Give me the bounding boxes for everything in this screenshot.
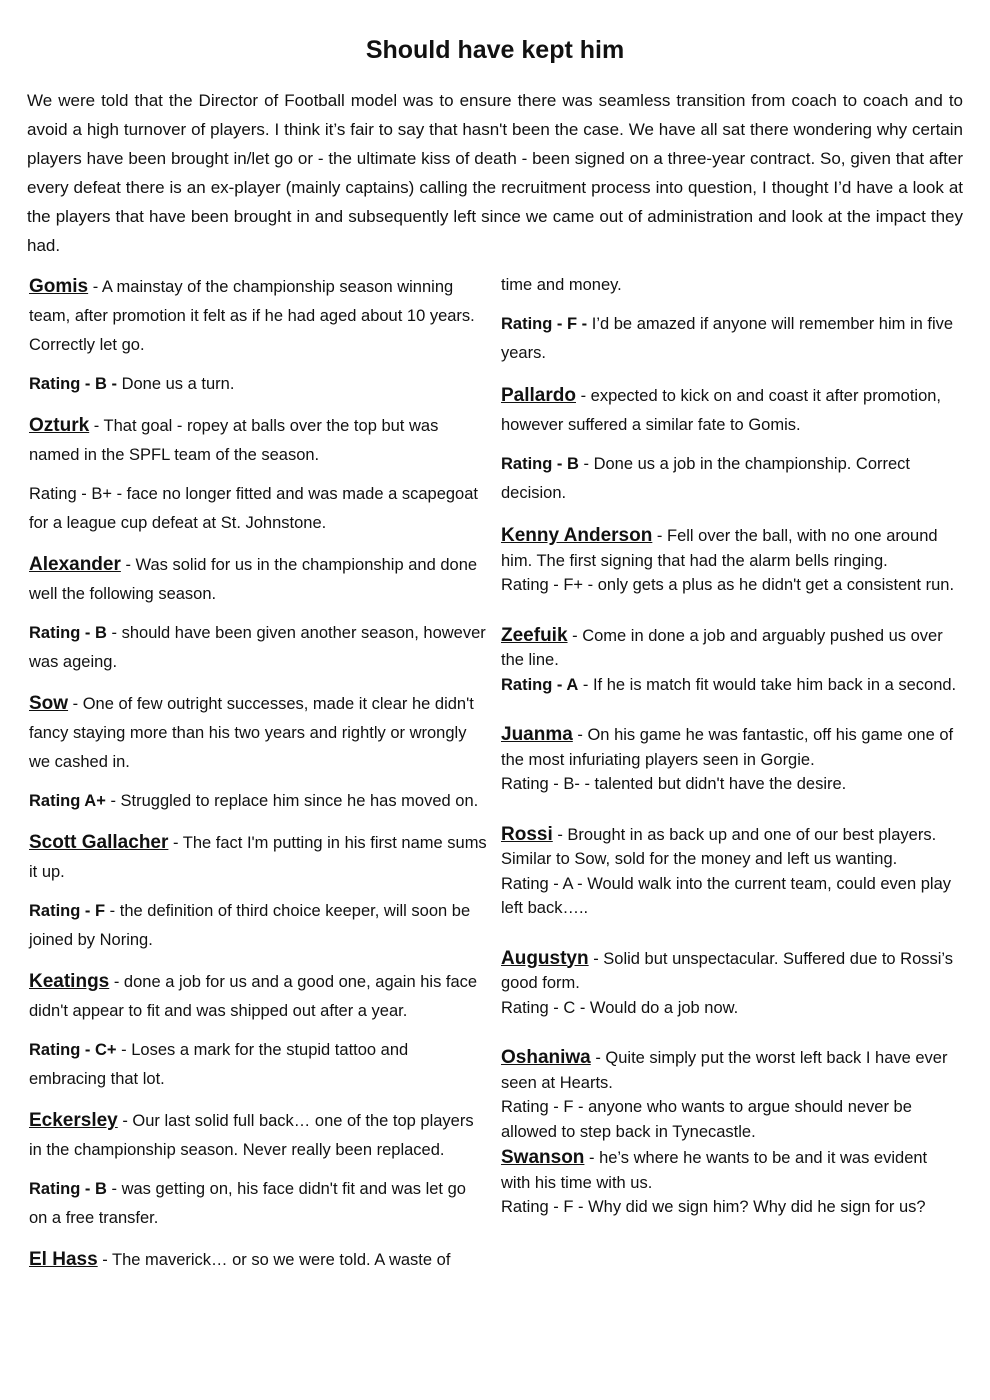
- player-desc: - Come in done a job and arguably pushed us over the line.: [501, 626, 943, 669]
- player-entry: [501, 1146, 961, 1195]
- player-desc: - Solid but unspectacular. Suffered due to Rossi’s good form.: [501, 949, 954, 992]
- player-rating: [29, 370, 487, 399]
- player-block: [501, 823, 961, 921]
- intro-paragraph: We were told that the Director of Football model was to ensure there was seamless transition from coach to coach and to avoid a high turnover of players. I think it’s fair to say that hasn't been the case. We have all sat there wondering why certain players have been brought in/let go or - the ultimate kiss of death - been signed on a three-year contract. So, given that after every defeat there is an ex-player (mainly captains) calling the recruitment process into question, I thought I’d have a look at the players that have been brought in and subsequently left since we came out of administration and look at the impact they had.: [27, 91, 963, 255]
- player-rating: Rating - F+ - only gets a plus as he didn't get a consistent run.: [501, 576, 955, 594]
- player-name: Alexander: [29, 554, 121, 575]
- player-entry: [501, 723, 961, 772]
- player-name: El Hass: [29, 1249, 98, 1270]
- player-name: Zeefuik: [501, 624, 568, 646]
- player-entry: [29, 550, 487, 609]
- player-entry: [501, 1046, 961, 1095]
- player-rating: [501, 673, 961, 698]
- rating-label: Rating - B: [29, 624, 107, 642]
- player-entry: [501, 524, 961, 573]
- player-desc: - expected to kick on and coast it after promotion, however suffered a similar fate to Gomis.: [501, 387, 942, 434]
- player-name: Gomis: [29, 276, 89, 297]
- player-name: Rossi: [501, 823, 553, 845]
- player-name: Augustyn: [501, 947, 589, 969]
- player-name: Swanson: [501, 1147, 585, 1168]
- player-block: [501, 723, 961, 797]
- player-desc: - A mainstay of the championship season winning team, after promotion it felt as if he had aged about 10 years. Correctly let go.: [29, 278, 475, 354]
- player-entry: [29, 411, 487, 470]
- left-column: [29, 272, 487, 1275]
- player-rating: Rating - F - anyone who wants to argue should never be allowed to step back in Tynecastle.: [501, 1098, 912, 1141]
- player-entry: [501, 624, 961, 673]
- rating-comment: - was getting on, his face didn't fit and was let go on a free transfer.: [29, 1180, 466, 1227]
- rating-comment: - If he is match fit would take him back in a second.: [578, 675, 957, 694]
- player-rating: [29, 619, 487, 677]
- rating-label: Rating - C+: [29, 1041, 117, 1059]
- page-title: Should have kept him: [365, 36, 625, 64]
- player-entry: [29, 272, 487, 360]
- player-name: Ozturk: [29, 415, 90, 436]
- player-desc: - done a job for us and a good one, again his face didn't appear to fit and was shipped out after a year.: [29, 973, 478, 1020]
- player-desc: - Was solid for us in the championship and done well the following season.: [29, 556, 478, 603]
- rating-comment: I’d be amazed if anyone will remember him in five years.: [501, 315, 954, 362]
- player-rating: Rating - A - Would walk into the current team, could even play left back…..: [501, 874, 952, 917]
- player-block: [501, 947, 961, 1021]
- rating-label: Rating - A: [501, 675, 579, 694]
- player-desc: - On his game he was fantastic, off his game one of the most infuriating players seen in Gorgie.: [501, 726, 954, 769]
- player-entry: [29, 1106, 487, 1165]
- rating-label: Rating - B -: [29, 375, 117, 393]
- player-name: Kenny Anderson: [501, 525, 653, 546]
- player-name: Keatings: [29, 971, 110, 992]
- player-entry: [29, 1245, 487, 1275]
- player-block: [501, 1146, 961, 1220]
- player-name: Sow: [29, 693, 69, 714]
- player-desc-continued: time and money.: [501, 276, 622, 294]
- player-desc: - Fell over the ball, with no one around him. The first signing that had the alarm bells ringing.: [501, 527, 938, 570]
- player-block: [501, 524, 961, 598]
- player-rating: [29, 897, 487, 955]
- rating-label: Rating - B: [29, 1180, 107, 1198]
- player-desc: - The maverick… or so we were told. A waste of: [97, 1251, 451, 1269]
- player-rating: [29, 787, 487, 816]
- player-rating: [501, 310, 961, 368]
- rating-label: Rating - F -: [501, 315, 588, 333]
- player-entry: [29, 689, 487, 777]
- right-column: [501, 271, 961, 1220]
- player-block: [501, 1046, 961, 1144]
- player-entry: [29, 967, 487, 1026]
- player-rating: Rating - B- - talented but didn't have the desire.: [501, 775, 847, 793]
- player-entry: [29, 828, 487, 887]
- player-desc: - One of few outright successes, made it clear he didn't fancy staying more than his two years and rightly or wrongly we cashed in.: [29, 695, 474, 771]
- rating-label: Rating - F: [29, 902, 106, 920]
- rating-label: Rating A+: [29, 792, 106, 810]
- player-rating: Rating - F - Why did we sign him? Why did he sign for us?: [501, 1198, 926, 1216]
- rating-comment: - should have been given another season, however was ageing.: [29, 624, 486, 671]
- player-name: Eckersley: [29, 1110, 118, 1131]
- player-entry: [501, 947, 961, 996]
- player-entry: [501, 823, 961, 872]
- player-rating: [501, 450, 961, 508]
- rating-comment: Done us a turn.: [117, 375, 235, 393]
- rating-comment: - Struggled to replace him since he has moved on.: [105, 792, 479, 810]
- player-name: Juanma: [501, 724, 573, 745]
- player-name: Oshaniwa: [501, 1047, 591, 1068]
- player-desc: - Our last solid full back… one of the top players in the championship season. Never really been replaced.: [29, 1112, 474, 1159]
- player-rating: [29, 1036, 487, 1094]
- player-desc: - That goal - ropey at balls over the top but was named in the SPFL team of the season.: [29, 417, 439, 464]
- player-rating: [29, 1175, 487, 1233]
- rating-comment: - Done us a job in the championship. Correct decision.: [501, 455, 911, 502]
- player-desc: - Quite simply put the worst left back I have ever seen at Hearts.: [501, 1049, 948, 1092]
- player-block: [501, 624, 961, 698]
- player-rating: Rating - C - Would do a job now.: [501, 998, 739, 1017]
- player-entry: [501, 381, 961, 440]
- player-desc: - The fact I'm putting in his first name sums it up.: [29, 834, 487, 881]
- rating-comment: - the definition of third choice keeper, will soon be joined by Noring.: [29, 902, 471, 949]
- rating-label: Rating - B: [501, 455, 579, 473]
- player-desc: - he’s where he wants to be and it was evident with his time with us.: [501, 1149, 928, 1192]
- player-name: Scott Gallacher: [29, 832, 169, 853]
- player-desc: - Brought in as back up and one of our best players. Similar to Sow, sold for the money and left us wanting.: [501, 825, 937, 868]
- player-name: Pallardo: [501, 385, 576, 406]
- rating-comment: - Loses a mark for the stupid tattoo and embracing that lot.: [29, 1041, 409, 1088]
- player-rating: Rating - B+ - face no longer fitted and was made a scapegoat for a league cup defeat at St. Johnstone.: [29, 485, 478, 532]
